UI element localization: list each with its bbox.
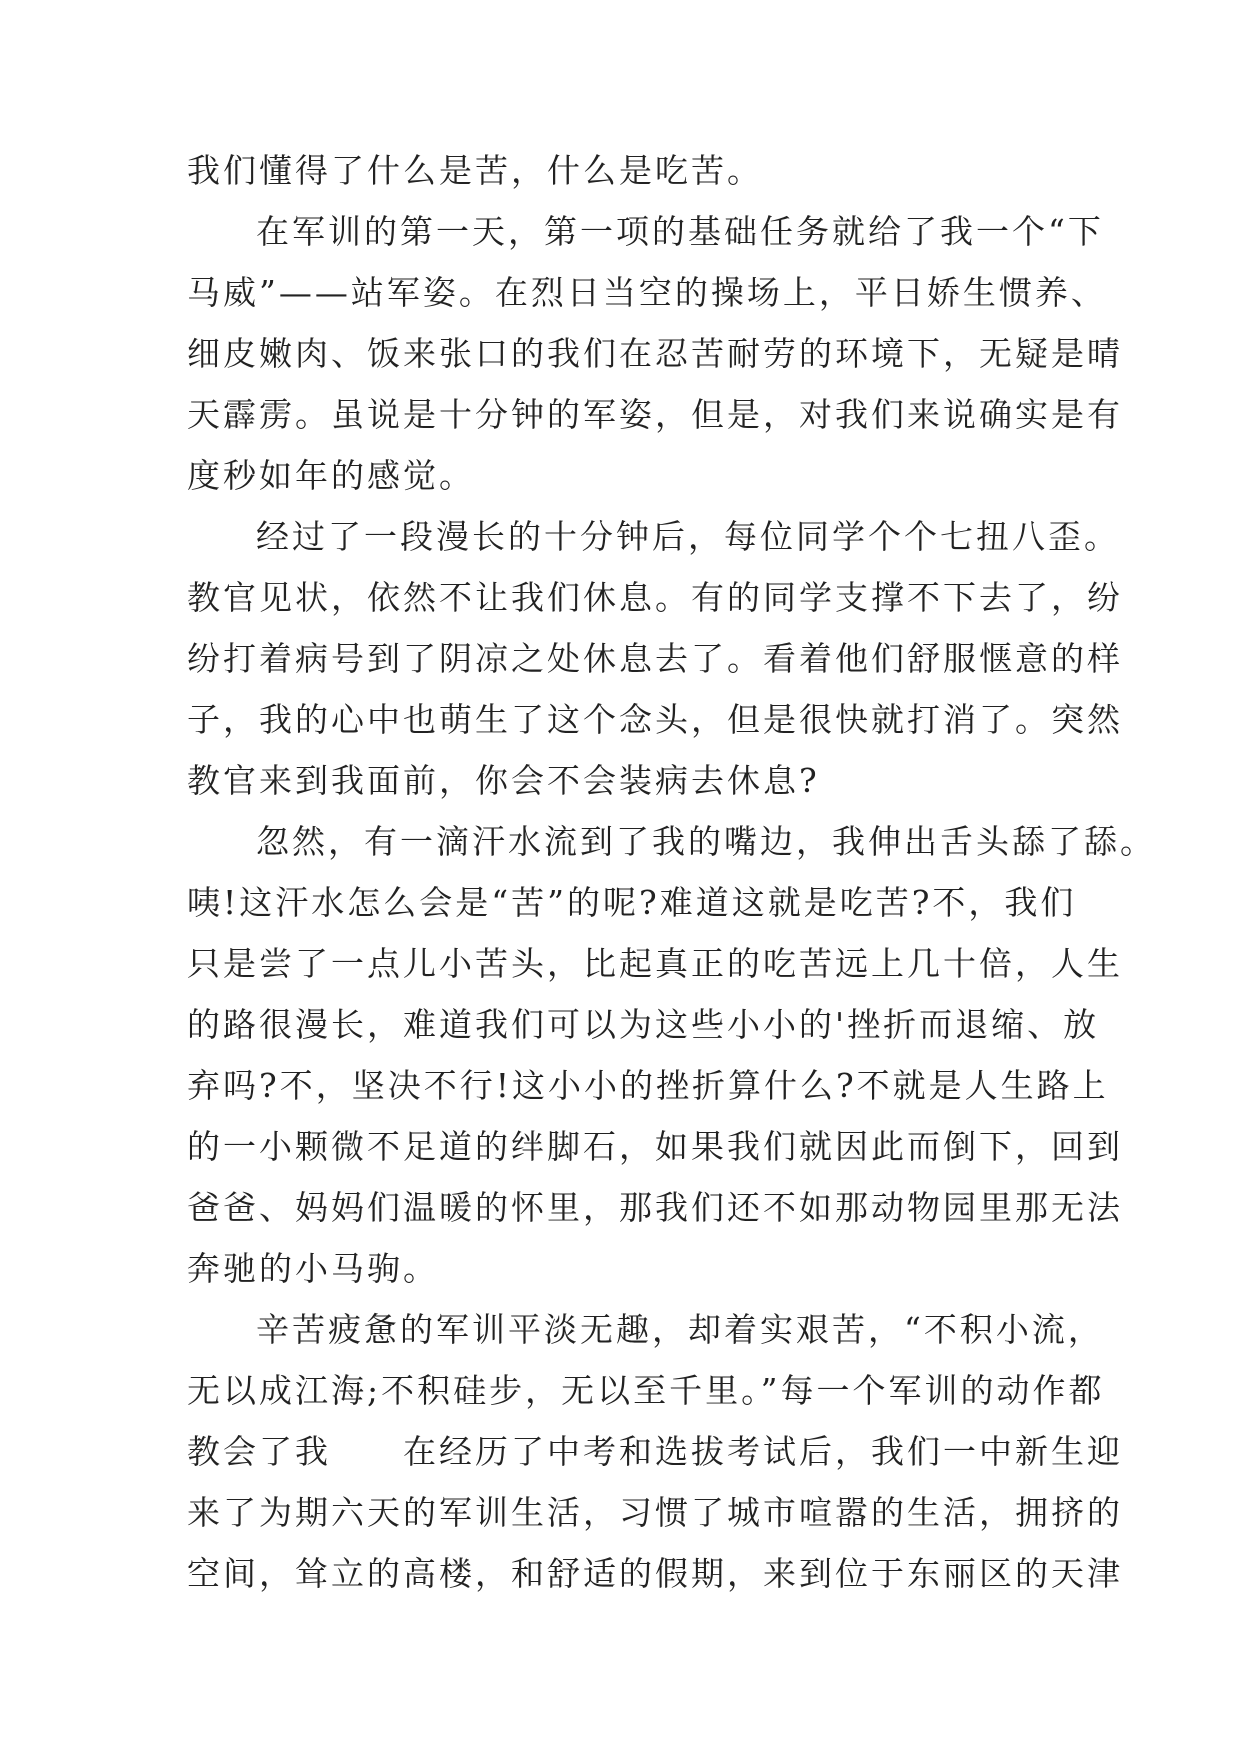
text-line: 天霹雳。虽说是十分钟的军姿，但是，对我们来说确实是有	[187, 395, 1123, 434]
text-line: 的路很漫长，难道我们可以为这些小小的'挫折而退缩、放	[187, 1005, 1100, 1044]
text-line-paragraph-start: 辛苦疲惫的军训平淡无趣，却着实艰苦，“不积小流，	[256, 1310, 1104, 1349]
text-line: 子，我的心中也萌生了这个念头，但是很快就打消了。突然	[187, 700, 1123, 739]
text-line: 咦!这汗水怎么会是“苦”的呢?难道这就是吃苦?不，我们	[187, 883, 1077, 922]
text-line: 教官来到我面前，你会不会装病去休息?	[187, 761, 820, 800]
text-line-paragraph-start: 忽然，有一滴汗水流到了我的嘴边，我伸出舌头舔了舔。	[256, 822, 1156, 861]
text-line: 纷打着病号到了阴凉之处休息去了。看着他们舒服惬意的样	[187, 639, 1123, 678]
text-line: 来了为期六天的军训生活，习惯了城市喧嚣的生活，拥挤的	[187, 1493, 1123, 1532]
text-line-paragraph-start: 在军训的第一天，第一项的基础任务就给了我一个“下	[256, 212, 1104, 251]
body-text	[187, 140, 1156, 1604]
text-line: 细皮嫩肉、饭来张口的我们在忍苦耐劳的环境下，无疑是晴	[187, 334, 1123, 373]
text-line: 度秒如年的感觉。	[187, 456, 475, 495]
text-line: 无以成江海;不积硅步，无以至千里。”每一个军训的动作都	[187, 1371, 1105, 1410]
text-line: 弃吗?不，坚决不行!这小小的挫折算什么?不就是人生路上	[187, 1066, 1109, 1105]
text-line: 教官见状，依然不让我们休息。有的同学支撑不下去了，纷	[187, 578, 1123, 617]
text-line: 我们懂得了什么是苦，什么是吃苦。	[187, 151, 763, 190]
text-line: 爸爸、妈妈们温暖的怀里，那我们还不如那动物园里那无法	[187, 1188, 1123, 1227]
text-line-paragraph-start: 经过了一段漫长的十分钟后，每位同学个个七扭八歪。	[256, 517, 1120, 556]
text-line: 马威”——站军姿。在烈日当空的操场上，平日娇生惯养、	[187, 273, 1107, 312]
text-line: 空间，耸立的高楼，和舒适的假期，来到位于东丽区的天津	[187, 1554, 1123, 1593]
text-line: 奔驰的小马驹。	[187, 1249, 439, 1288]
text-line: 只是尝了一点儿小苦头，比起真正的吃苦远上几十倍，人生	[187, 944, 1123, 983]
text-line: 的一小颗微不足道的绊脚石，如果我们就因此而倒下，回到	[187, 1127, 1123, 1166]
text-line: 教会了我 在经历了中考和选拔考试后，我们一中新生迎	[187, 1432, 1123, 1471]
